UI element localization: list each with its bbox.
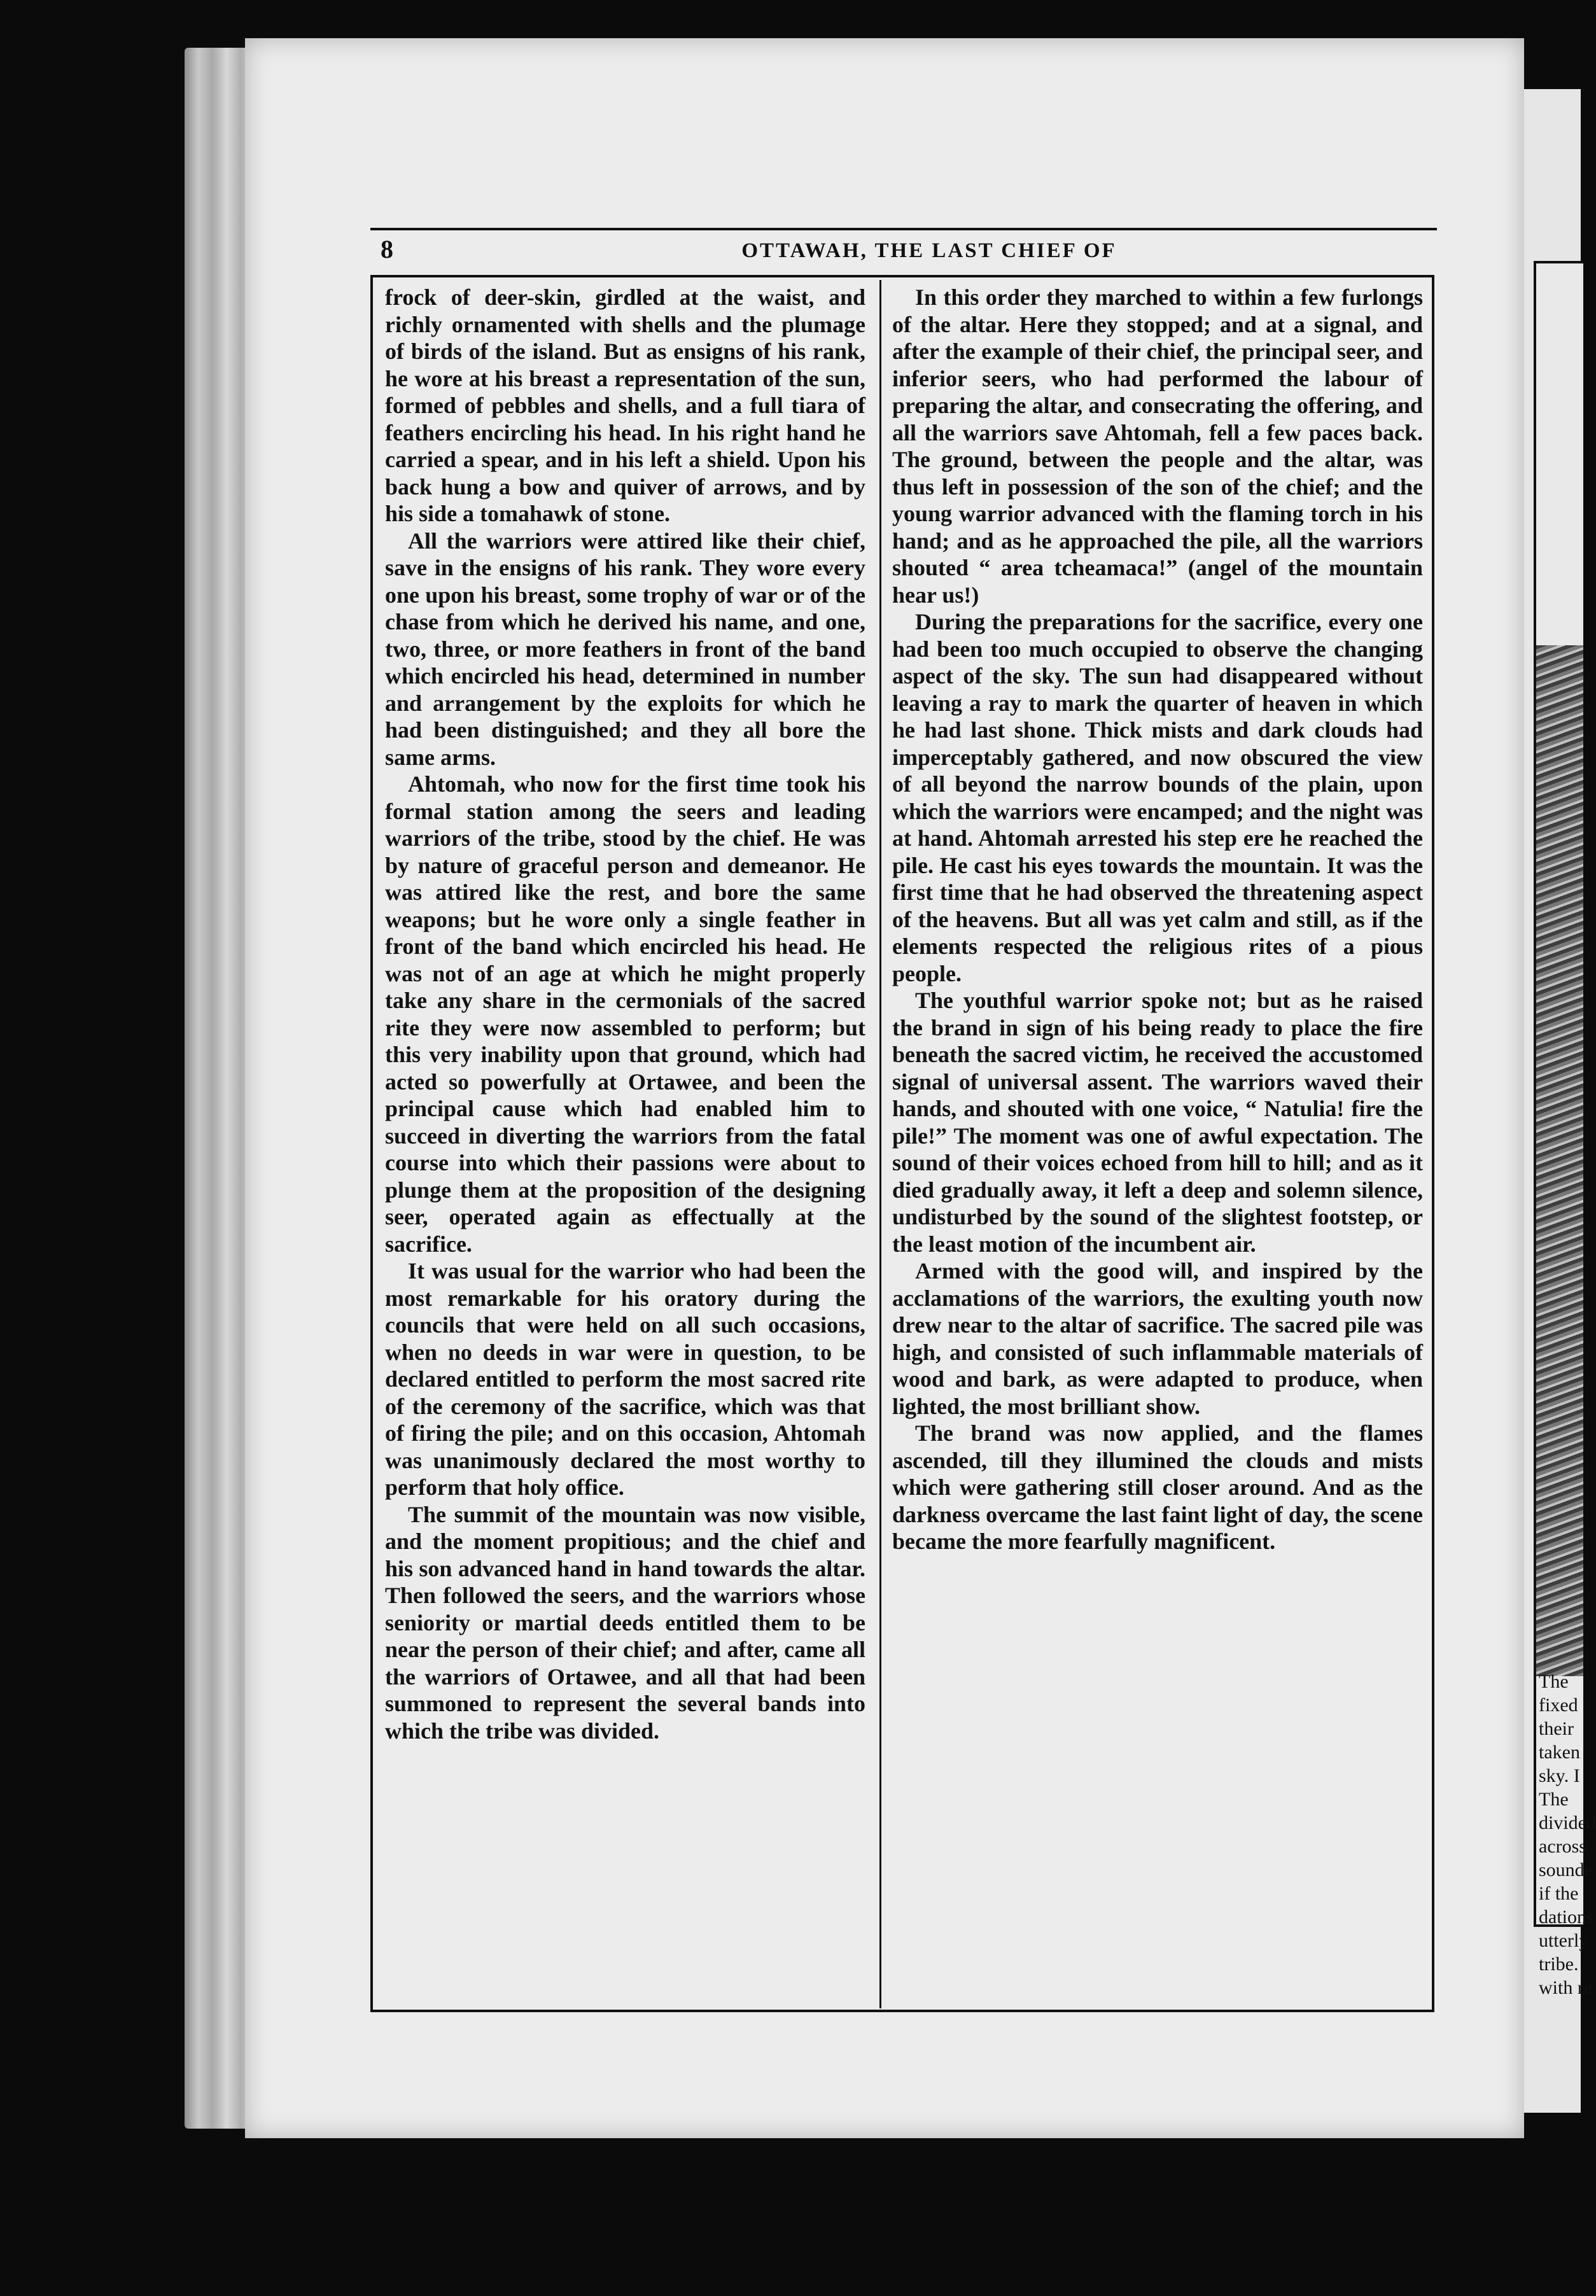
paragraph: The youthful warrior spoke not; but as he raised the brand in sign of his being ready to place the fire beneath the sacred victim, he received the accustomed signal of universal assent. The warriors waved their hands, and shouted with one voice, “ Natulia! fire the pile!” The moment was one of awful expectation. The sound of their voices echoed from hill to hill; and as it died gradually away, it left a deep and solemn silence, undisturbed by the sound of the slightest footstep, or the least motion of the incumbent air. — [892, 988, 1423, 1257]
running-head: OTTAWAH, THE LAST CHIEF OF — [741, 239, 1117, 262]
book-page-edges — [185, 48, 255, 2129]
paragraph: Armed with the good will, and inspired by the acclamations of the warriors, the exulting youth now drew near to the altar of sacrifice. The sacred pile was high, and consisted of such inflammable materials of wood and bark, as were adapted to produce, when lighted, the most brilliant show. — [892, 1258, 1423, 1419]
paragraph: During the preparations for the sacrifice, every one had been too much occupied to observe the changing aspect of the sky. The sun had disappeared without leaving a ray to mark the quarter of heaven in which he had last shone. Thick mists and dark clouds had imperceptably gathered, and now obscured the view of all beyond the narrow bounds of the plain, upon which the warriors were encamped; and the night was at hand. Ahtomah arrested his step ere he reached the pile. He cast his eyes towards the mountain. It was the first time that he had observed the threatening aspect of the heavens. But all was yet calm and still, as if the elements respected the religious rites of a pious people. — [892, 609, 1423, 986]
facing-page-frame — [1534, 261, 1596, 1998]
paragraph: In this order they marched to within a few furlongs of the altar. Here they stopped; and at a signal, and after the example of their chief, the principal seer, and inferior seers, who had performed the labour of preparing the altar, and consecrating the offering, and all the warriors save Ahtomah, fell a few paces back. The ground, between the people and the altar, was thus left in possession of the son of the chief; and the young warrior advanced with the flaming torch in his hand; and as he approached the pile, all the warriors shouted “ area tcheamaca!” (angel of the mountain hear us!) — [892, 284, 1423, 608]
paragraph: frock of deer-skin, girdled at the waist, and richly ornamented with shells and the plumage of birds of the island. But as ensigns of his rank, he wore at his breast a representation of the sun, formed of pebbles and shells, and a full tiara of feathers encircling his head. In his right hand he carried a spear, and in his left a shield. Upon his back hung a bow and quiver of arrows, and by his side a tomahawk of stone. — [385, 284, 865, 526]
paragraph: Ahtomah, who now for the first time took his formal station among the seers and leading warriors of the tribe, stood by the chief. He was by nature of graceful person and demeanor. He was attired like the rest, and bore the same weapons; but he wore only a single feather in front of the band which encircled his head. He was not of an age at which he might properly take any share in the cermonials of the sacred rite they were now assembled to perform; but this very inability upon that ground, which had acted so powerfully at Ortawee, and been the principal cause which had enabled him to succeed in diverting the warriors from the fatal course into which their passions were about to plunge them at the proposition of the designing seer, operated again as effectually at the sacrifice. — [385, 771, 865, 1257]
paragraph: The summit of the mountain was now visible, and the moment propitious; and the chief and his son advanced hand in hand towards the altar. Then followed the seers, and the warriors whose seniority or martial deeds entitled them to be near the person of their chief; and after, came all the warriors of Ortawee, and all that had been summoned to represent the several bands into which the tribe was divided. — [385, 1501, 865, 1744]
page-number: 8 — [381, 235, 393, 263]
paragraph: All the warriors were attired like their chief, save in the ensigns of his rank. They wore every one upon his breast, some trophy of war or of the chase from which he derived his name, and one, two, three, or more feathers in front of the band which encircled his head, determined in number and arrangement by the exploits for which he had been distinguished; and they all bore the same arms. — [385, 528, 865, 770]
column-divider — [879, 280, 881, 2008]
right-column — [892, 284, 1423, 1555]
left-column — [385, 284, 865, 1744]
header-rule — [370, 228, 1437, 230]
paragraph: The brand was now applied, and the flames ascended, till they illumined the clouds and mists which were gathering still closer around. And as the darkness overcame the last faint light of day, the scene became the more fearfully magnificent. — [892, 1420, 1423, 1554]
facing-page-illustration — [1536, 645, 1583, 1676]
paragraph: It was usual for the warrior who had been the most remarkable for his oratory during the councils that were held on all such occasions, when no deeds in war were in question, to be declared entitled to perform the most sacred rite of the ceremony of the sacrifice, which was that of firing the pile; and on this occasion, Ahtomah was unanimously declared the most worthy to perform that holy office. — [385, 1258, 865, 1500]
facing-page-text: The fixed their taken sky. I The divided across sounde if the dations utterly tribe. with re — [1539, 1671, 1596, 1998]
